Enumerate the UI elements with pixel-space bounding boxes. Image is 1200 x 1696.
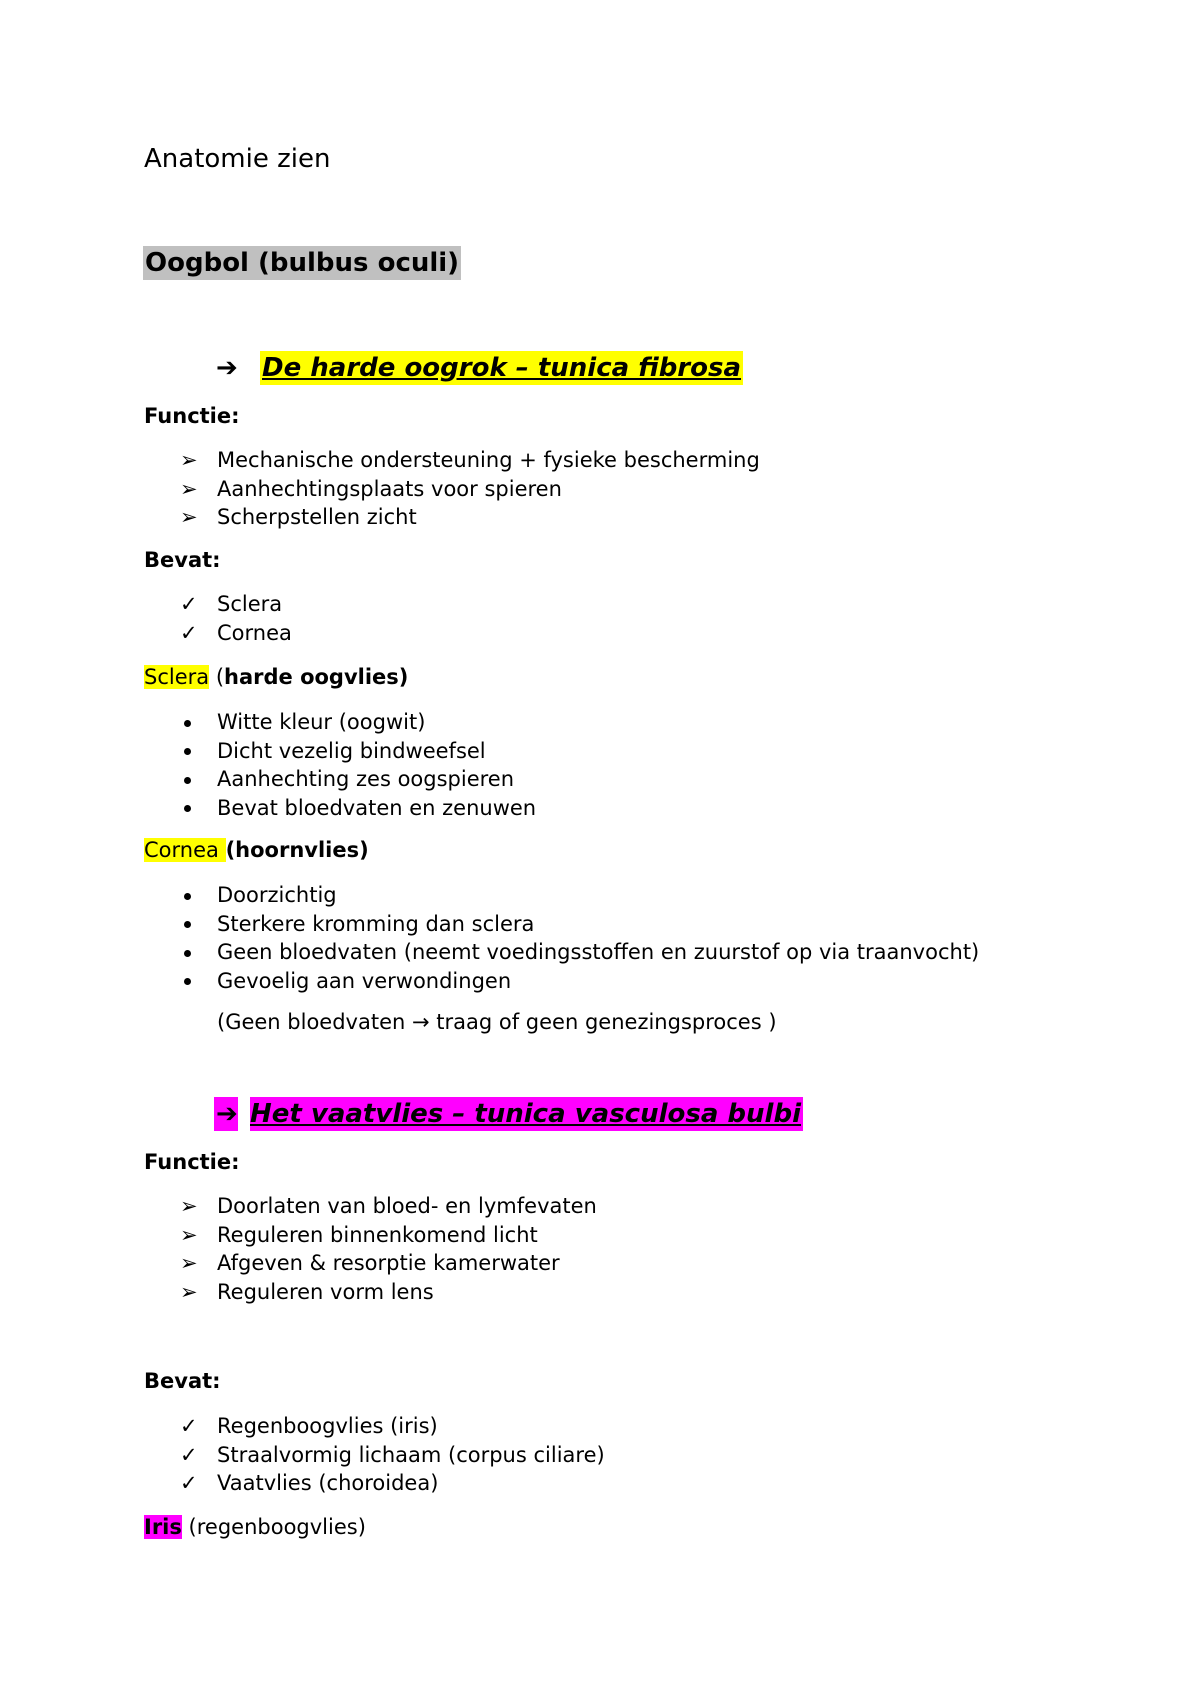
bullet-icon: [180, 938, 204, 966]
iris-subtitle: (regenboogvlies): [181, 1515, 366, 1539]
iris-heading: [144, 1513, 366, 1541]
bullet-icon: [180, 794, 204, 822]
functie-label: Functie:: [144, 1150, 240, 1174]
section-heading-tunica-vasculosa: Het vaatvlies – tunica vasculosa bulbi: [250, 1099, 801, 1129]
checkmark-icon: ✓: [180, 1471, 198, 1496]
arrowhead-bullet-icon: ➢: [180, 448, 198, 472]
arrowhead-bullet-icon: ➢: [180, 505, 198, 530]
sclera-subtitle: harde oogvlies): [224, 665, 409, 689]
arrow-right-icon: →: [412, 1010, 430, 1034]
bullet-icon: [180, 765, 204, 793]
functie-label: Functie:: [144, 404, 240, 428]
arrowhead-bullet-icon: ➢: [180, 1251, 198, 1276]
section-heading-tunica-fibrosa: De harde oogrok – tunica fibrosa: [262, 353, 742, 383]
bullet-icon: [180, 910, 204, 938]
sclera-heading: Sclera (harde oogvlies): [144, 665, 409, 689]
bullet-icon: [180, 881, 204, 909]
bevat-label: Bevat:: [144, 548, 221, 572]
bullet-icon: [180, 967, 204, 995]
checkmark-icon: ✓: [180, 620, 198, 645]
checkmark-icon: ✓: [180, 1442, 198, 1467]
cornea-note: (Geen bloedvaten → traag of geen genezingsproces ): [217, 1010, 777, 1034]
checkmark-icon: ✓: [180, 1414, 198, 1438]
cornea-term: Cornea: [144, 838, 226, 862]
bevat-label: Bevat:: [144, 1369, 221, 1393]
arrowhead-bullet-icon: ➢: [180, 476, 198, 501]
arrow-right-icon: ➔: [216, 1099, 238, 1129]
arrowhead-bullet-icon: ➢: [180, 1194, 198, 1218]
bullet-icon: [180, 708, 204, 736]
sclera-term: Sclera: [144, 665, 210, 689]
main-heading: Oogbol (bulbus oculi): [145, 248, 460, 278]
bullet-icon: [180, 737, 204, 765]
cornea-heading: [144, 836, 369, 864]
arrowhead-bullet-icon: ➢: [180, 1222, 198, 1247]
arrowhead-bullet-icon: ➢: [180, 1279, 198, 1304]
iris-term: Iris: [144, 1515, 182, 1539]
arrow-right-icon: ➔: [216, 353, 238, 383]
checkmark-icon: ✓: [180, 592, 198, 616]
document-title: Anatomie zien: [144, 144, 331, 174]
document-page: Anatomie zien Oogbol (bulbus oculi) ➔ De harde oogrok – tunica fibrosa Functie: ➢ Mechanische ondersteuning + fysieke bescherming ➢ Aanhechtingsplaats voor spieren ➢ Scherpstellen zicht Bevat: ✓ Sclera ✓ Cornea Sclera (harde oogvlies) Witte kleur (oogwit) Dicht vezelig bindweefsel Aanhechting zes oogspieren Bevat bloedvaten en zenuwen Cornea (hoornvlies) Doorzichtig Sterkere kromming dan sclera Geen bloedvaten (neemt voedingsstoffen en zuurstof op via traanvocht) Gevoelig aan verwondingen (Geen bloedvaten → traag of geen genezingsproces ) ➔ Het vaatvlies – tunica vasculosa bulbi Functie: ➢ Doorlaten van bloed- en lymfevaten ➢ Reguleren binnenkomend licht ➢ Afgeven & resorptie kamerwater ➢ Reguleren vorm lens Bevat: ✓ Regenboogvlies (iris) ✓ Straalvormig lichaam (corpus ciliare) ✓ Vaatvlies (choroidea) Iris (regenboogvlies): [0, 0, 1200, 1696]
cornea-subtitle: (hoornvlies): [225, 838, 369, 862]
